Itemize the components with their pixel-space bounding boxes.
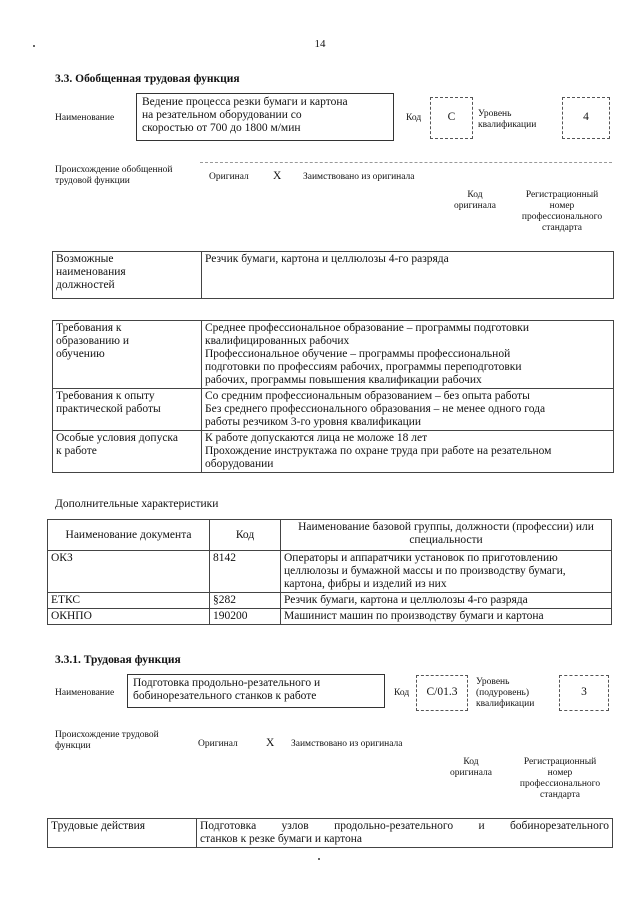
subsection-heading: 3.3.1. Трудовая функция	[55, 654, 181, 666]
name-box	[127, 674, 385, 708]
origin-label: Происхождение трудовой функции	[55, 730, 159, 751]
additional-header-row	[48, 520, 612, 551]
original-code-label: Код оригинала	[454, 190, 496, 211]
row-doc: ОКНПО	[48, 609, 210, 625]
page-number: 14	[314, 38, 326, 50]
borrowed-label: Заимствовано из оригинала	[303, 172, 415, 182]
origin-label: Происхождение обобщенной трудовой функции	[55, 165, 173, 186]
requirement-label: Требования к опыту практической работы	[53, 389, 202, 431]
level-box	[562, 97, 610, 139]
level-value: 4	[583, 111, 589, 123]
additional-title: Дополнительные характеристики	[55, 498, 219, 510]
requirement-value: Среднее профессиональное образование – программы подготовки квалифицированных рабочих Профессиональное обучение – программы профессиональной подготовки по профессиям рабочих, программы переподготовки рабочих, программы повышения квалификации рабочих	[202, 321, 614, 389]
code-value: C	[447, 111, 456, 123]
header-name: Наименование базовой группы, должности (профессии) или специальности	[281, 520, 612, 551]
row-name: Операторы и аппаратчики установок по приготовлению целлюлозы и бумажной массы и по производству бумаги, картона, фибры и изделий из них	[281, 551, 612, 593]
requirement-row	[53, 321, 614, 389]
code-box	[416, 675, 468, 711]
original-mark: X	[273, 170, 282, 182]
table-row	[48, 593, 612, 609]
level-label: Уровень (подуровень) квалификации	[476, 677, 535, 709]
labor-actions-row	[48, 819, 613, 848]
requirements-table	[52, 320, 614, 473]
code-label: Код	[394, 688, 410, 698]
name-label: Наименование	[55, 688, 115, 698]
row-code: §282	[210, 593, 281, 609]
original-label: Оригинал	[198, 739, 238, 749]
requirement-value: Со средним профессиональным образованием – без опыта работы Без среднего профессионального образования – не менее одного года работы резчиком 3-го уровня квалификации	[202, 389, 614, 431]
row-doc: ЕТКС	[48, 593, 210, 609]
code-box	[430, 97, 473, 139]
requirement-label: Требования к образованию и обучению	[53, 321, 202, 389]
name-label: Наименование	[55, 113, 115, 123]
row-name: Резчик бумаги, картона и целлюлозы 4-го разряда	[281, 593, 612, 609]
positions-table	[52, 251, 614, 299]
original-code-label: Код оригинала	[450, 757, 492, 778]
registration-number-label: Регистрационный номер профессионального стандарта	[519, 757, 601, 800]
additional-table	[47, 519, 612, 625]
requirement-label: Особые условия допуска к работе	[53, 431, 202, 473]
header-code: Код	[210, 520, 281, 551]
registration-number-label: Регистрационный номер профессионального стандарта	[521, 190, 603, 233]
name-value: Подготовка продольно-резательного и бобинорезательного станков к работе	[133, 677, 321, 702]
positions-value: Резчик бумаги, картона и целлюлозы 4-го разряда	[202, 252, 614, 299]
origin-row-line	[200, 162, 612, 163]
row-doc: ОКЗ	[48, 551, 210, 593]
row-code: 190200	[210, 609, 281, 625]
labor-actions-label: Трудовые действия	[48, 819, 197, 848]
code-value: C/01.3	[426, 686, 458, 698]
level-label: Уровень квалификации	[478, 109, 537, 130]
original-mark: X	[266, 737, 275, 749]
level-value: 3	[581, 686, 587, 698]
code-label: Код	[406, 113, 422, 123]
labor-actions-table	[47, 818, 613, 848]
original-label: Оригинал	[209, 172, 249, 182]
row-code: 8142	[210, 551, 281, 593]
row-name: Машинист машин по производству бумаги и картона	[281, 609, 612, 625]
name-value: Ведение процесса резки бумаги и картона на резательном оборудовании со скоростью от 700 до 1800 м/мин	[142, 96, 348, 134]
name-box	[136, 93, 394, 141]
level-box	[559, 675, 609, 711]
table-row	[48, 609, 612, 625]
requirement-row	[53, 389, 614, 431]
positions-label: Возможные наименования должностей	[53, 252, 202, 299]
scan-speck	[318, 858, 320, 860]
requirement-value: К работе допускаются лица не моложе 18 лет Прохождение инструктажа по охране труда при работе на резательном оборудовании	[202, 431, 614, 473]
section-heading: 3.3. Обобщенная трудовая функция	[55, 73, 240, 85]
table-row	[48, 551, 612, 593]
labor-actions-value: Подготовка узлов продольно-резательного и бобинорезательного станков к резке бумаги и картона	[197, 819, 613, 848]
header-doc: Наименование документа	[48, 520, 210, 551]
requirement-row	[53, 431, 614, 473]
borrowed-label: Заимствовано из оригинала	[291, 739, 403, 749]
